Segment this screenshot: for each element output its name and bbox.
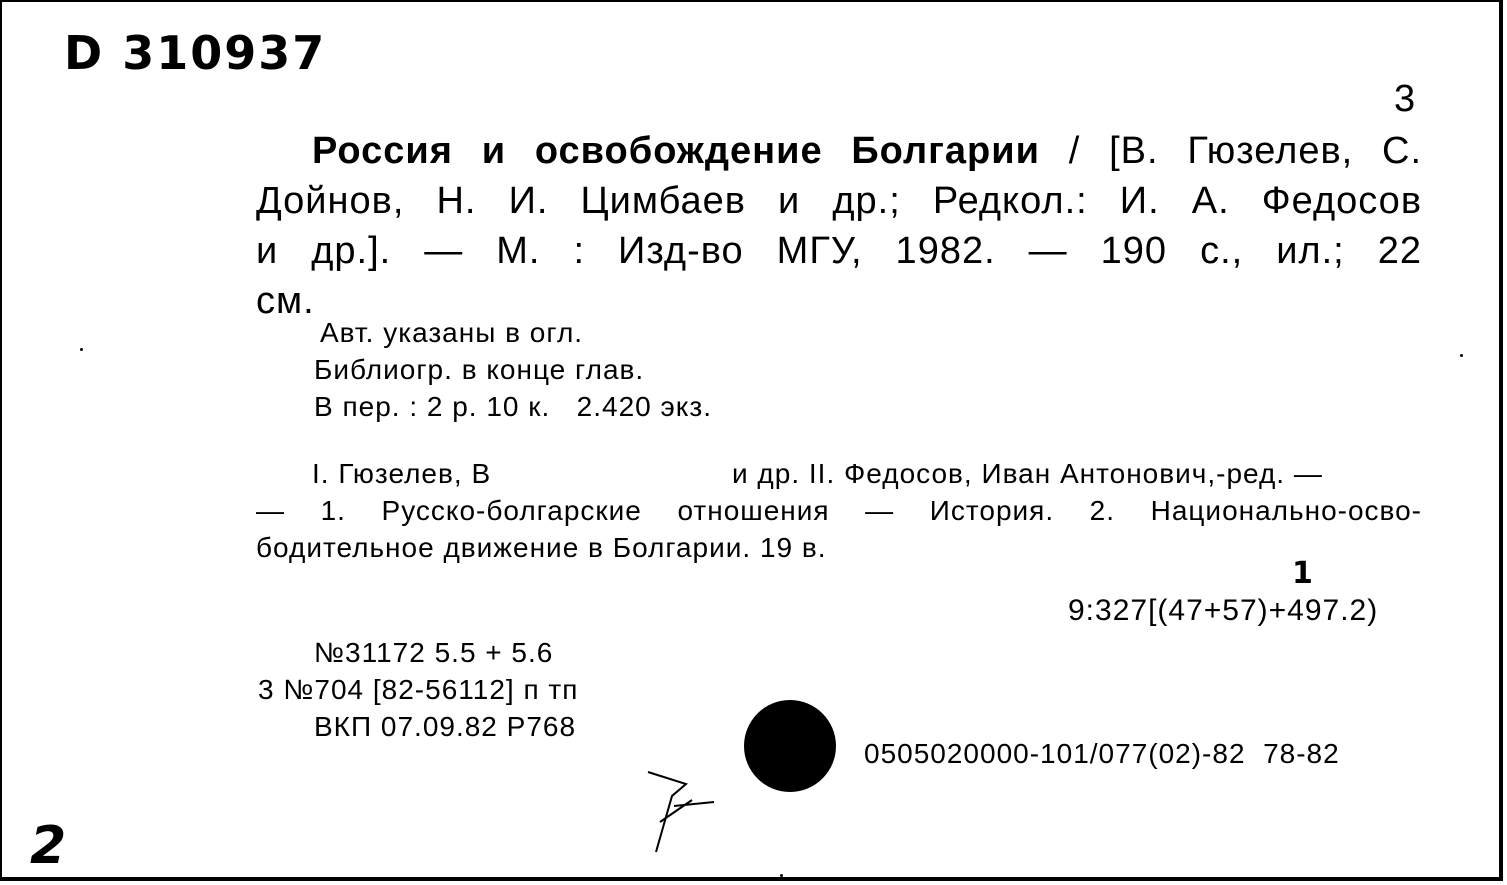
main-description <box>256 126 1422 326</box>
call-number: D 310937 <box>64 26 327 80</box>
description-line-2: Дойнов, Н. И. Цимбаев и др.; Редкол.: И. А. Федосов <box>256 180 1422 222</box>
speck <box>1460 354 1463 357</box>
stats-block <box>258 634 578 745</box>
description-line-1 <box>256 126 1422 176</box>
handwritten-mark <box>634 762 724 862</box>
classification-index: 9:327[(47+57)+497.2) <box>1068 594 1379 627</box>
classification-mark: 1 <box>1292 556 1313 591</box>
handwritten-number: 2 <box>30 816 67 876</box>
corner-number: 3 <box>1394 78 1416 120</box>
subjects-block <box>256 455 1422 566</box>
subject-line-1a: I. Гюзелев, В <box>312 458 492 489</box>
stats-line-2: 3 №704 [82-56112] п тп <box>258 674 579 705</box>
note-authors: Авт. указаны в огл. <box>320 317 584 348</box>
note-bibliography: Библиогр. в конце глав. <box>314 354 645 385</box>
stats-line-3: ВКП 07.09.82 Р768 <box>314 711 577 742</box>
subject-line-1b: и др. II. Федосов, Иван Антонович,-ред. — <box>732 458 1323 489</box>
speck <box>780 874 783 877</box>
library-stamp <box>744 700 836 792</box>
subject-line-3: бодительное движение в Болгарии. 19 в. <box>256 532 827 563</box>
subject-line-2: — 1. Русско-болгарские отношения — История. 2. Национально-осво- <box>256 495 1422 526</box>
authors-start: / [В. Гюзелев, С. <box>1039 130 1422 172</box>
description-line-3: и др.]. — М. : Изд-во МГУ, 1982. — 190 с., ил.; 22 <box>256 230 1422 272</box>
isbn-code: 0505020000-101/077(02)-82 78-82 <box>864 738 1340 769</box>
description-line-4: см. <box>256 280 315 322</box>
notes-block <box>314 314 712 425</box>
stats-line-1: №31172 5.5 + 5.6 <box>314 637 554 668</box>
note-price: В пер. : 2 р. 10 к. 2.420 экз. <box>314 391 712 422</box>
subject-line-1 <box>256 455 1422 492</box>
book-title: Россия и освобождение Болгарии <box>312 130 1040 172</box>
speck <box>80 348 83 351</box>
